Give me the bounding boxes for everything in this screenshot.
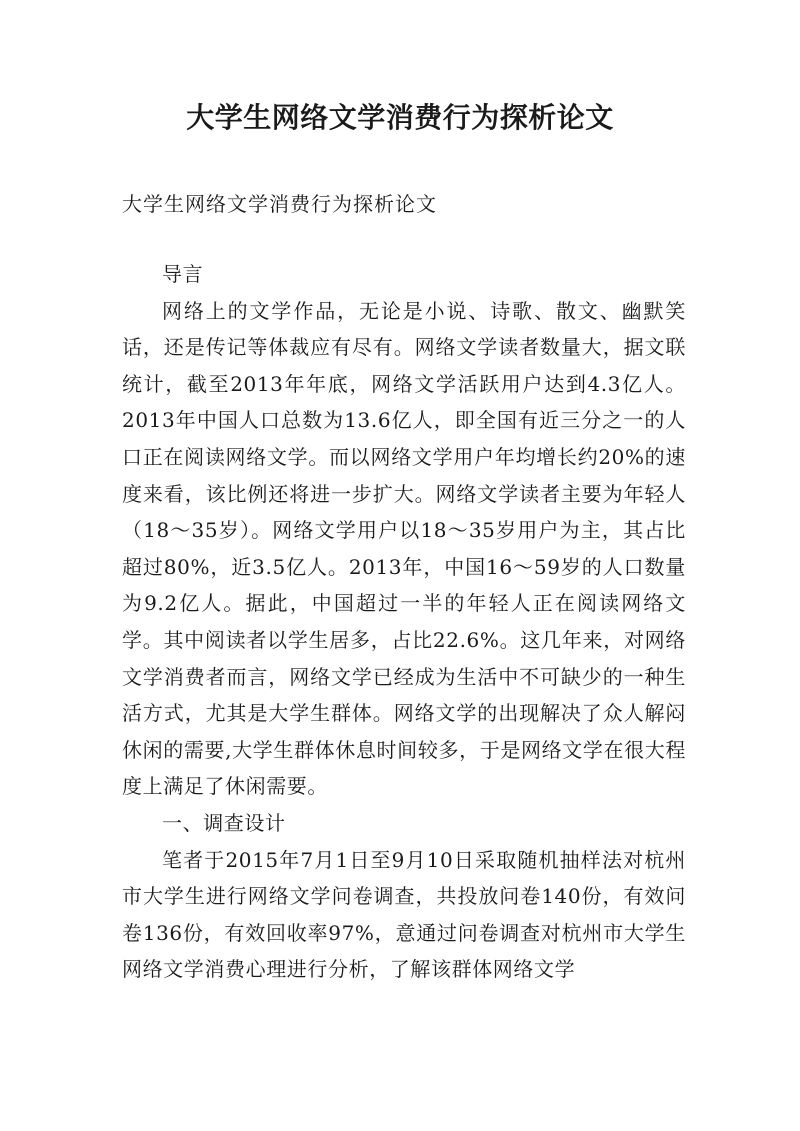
section-heading-survey: 一、调查设计	[162, 810, 286, 835]
paragraph-intro: 网络上的文学作品，无论是小说、诗歌、散文、幽默笑话，还是传记等体裁应有尽有。网络文学读者数量大，据文联统计，截至2013年年底，网络文学活跃用户达到4.3亿人。2013年中国人口总数为13.6亿人，即全国有近三分之一的人口正在阅读网络文学。而以网络文学用户年均增长约20%的速度来看，该比例还将进一步扩大。网络文学读者主要为年轻人（18～35岁）。网络文学用户以18～35岁用户为主，其占比超过80%，近3.5亿人。2013年，中国16～59岁的人口数量为9.2亿人。据此，中国超过一半的年轻人正在阅读网络文学。其中阅读者以学生居多，占比22.6%。这几年来，对网络文学消费者而言，网络文学已经成为生活中不可缺少的一种生活方式，尤其是大学生群体。网络文学的出现解决了众人解闷休闲的需要,大学生群体休息时间较多，于是网络文学在很大程度上满足了休闲需要。	[122, 298, 686, 799]
document-subtitle: 大学生网络文学消费行为探析论文	[122, 192, 437, 216]
document-title: 大学生网络文学消费行为探析论文	[186, 101, 614, 134]
document-body	[122, 256, 686, 988]
section-heading-intro: 导言	[162, 262, 204, 286]
paragraph-survey: 笔者于2015年7月1日至9月10日采取随机抽样法对杭州市大学生进行网络文学问卷调查，共投放问卷140份，有效问卷136份，有效回收率97%，意通过问卷调查对杭州市大学生网络文学消费心理进行分析，了解该群体网络文学	[122, 847, 686, 982]
